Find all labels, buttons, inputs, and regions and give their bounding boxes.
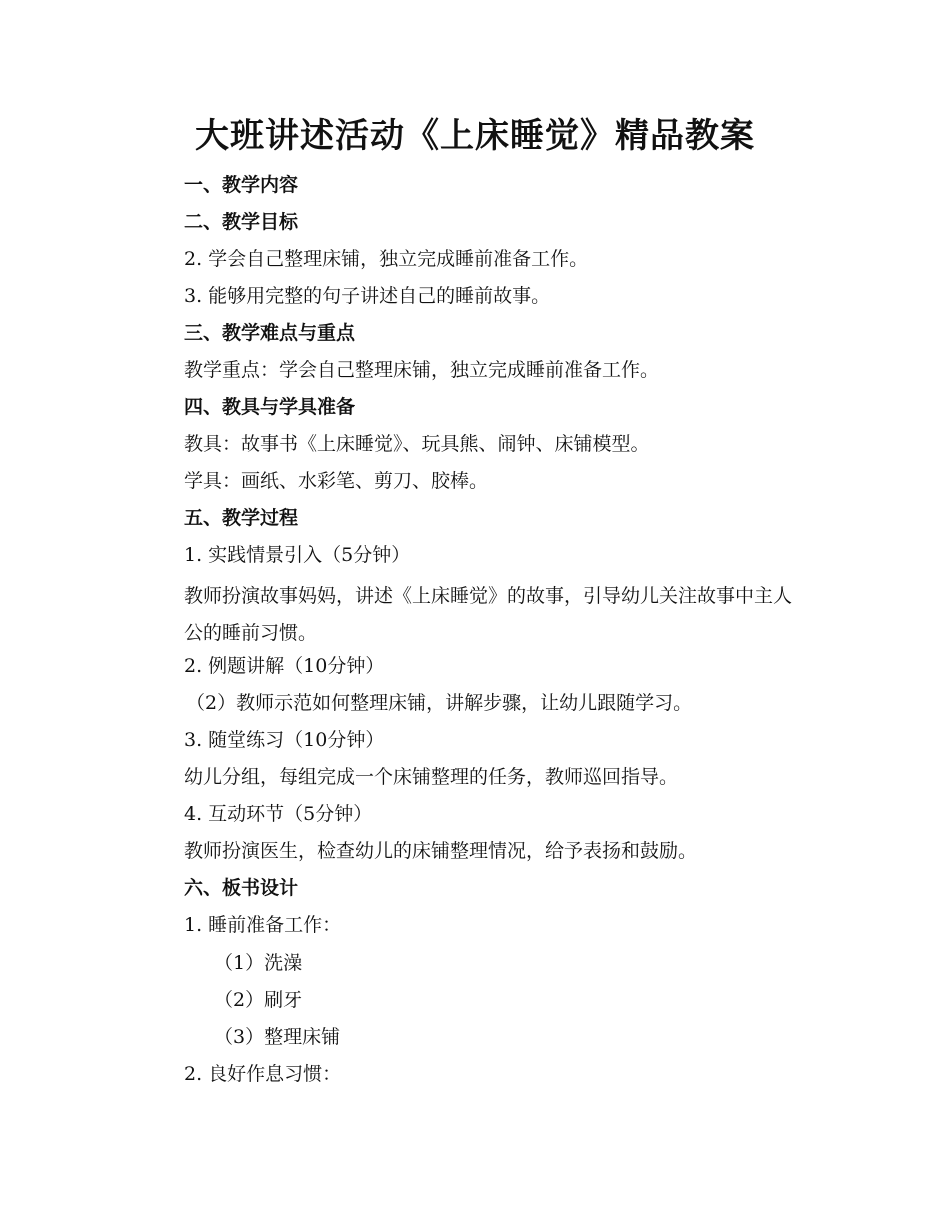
process-step-1-body-text: 教师扮演故事妈妈，讲述《上床睡觉》的故事，引导幼儿关注故事中主人公的睡前习惯。 (184, 585, 793, 644)
process-step-4-body: 教师扮演医生，检查幼儿的床铺整理情况，给予表扬和鼓励。 (184, 840, 698, 862)
teacher-tools-text: 教具：故事书《上床睡觉》、玩具熊、闹钟、床铺模型。 (184, 433, 650, 455)
page-title: 大班讲述活动《上床睡觉》精品教案 (195, 116, 755, 156)
process-step-1-body (184, 578, 804, 652)
process-step-1: 1. 实践情景引入（5分钟） (184, 544, 411, 566)
section-heading-teaching-goals: 二、教学目标 (184, 211, 299, 233)
goal-item-3: 3. 能够用完整的句子讲述自己的睡前故事。 (184, 285, 551, 307)
board-item-2: 2. 良好作息习惯： (184, 1063, 342, 1085)
board-subitem-make-bed: （3）整理床铺 (214, 1026, 341, 1048)
process-step-3: 3. 随堂练习（10分钟） (184, 729, 385, 751)
section-heading-difficulty-focus: 三、教学难点与重点 (184, 322, 356, 344)
process-step-3-body: 幼儿分组，每组完成一个床铺整理的任务，教师巡回指导。 (184, 766, 679, 788)
goal-item-2: 2. 学会自己整理床铺，独立完成睡前准备工作。 (184, 248, 589, 270)
key-point-text: 教学重点：学会自己整理床铺，独立完成睡前准备工作。 (184, 359, 660, 381)
process-step-2-body: （2）教师示范如何整理床铺，讲解步骤，让幼儿跟随学习。 (186, 692, 693, 714)
process-step-2: 2. 例题讲解（10分钟） (184, 655, 385, 677)
board-subitem-brush-teeth: （2）刷牙 (214, 989, 303, 1011)
process-step-4: 4. 互动环节（5分钟） (184, 803, 373, 825)
student-tools-text: 学具：画纸、水彩笔、剪刀、胶棒。 (184, 470, 489, 492)
section-heading-materials: 四、教具与学具准备 (184, 396, 356, 418)
section-heading-board-design: 六、板书设计 (184, 877, 299, 899)
section-heading-process: 五、教学过程 (184, 507, 299, 529)
board-subitem-bath: （1）洗澡 (214, 952, 303, 974)
section-heading-teaching-content: 一、教学内容 (184, 174, 299, 196)
board-item-1: 1. 睡前准备工作： (184, 914, 342, 936)
